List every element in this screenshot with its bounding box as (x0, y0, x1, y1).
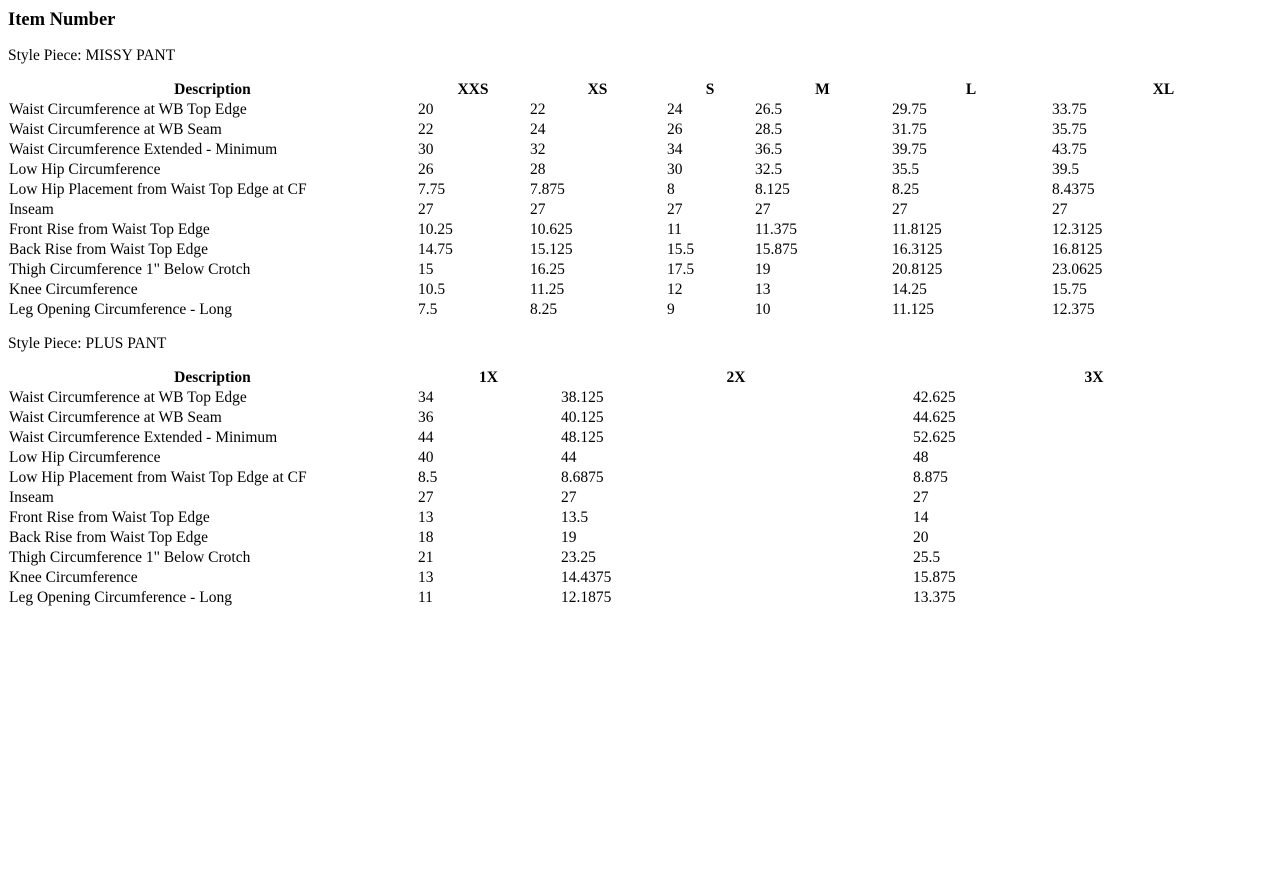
measurement-value: 27 (418, 201, 434, 218)
measurement-value: 8.25 (530, 301, 558, 318)
table-row (8, 140, 1276, 160)
column-header-description: Description (174, 369, 251, 386)
measurement-value: 16.25 (530, 261, 565, 278)
measurement-description: Thigh Circumference 1" Below Crotch (9, 261, 251, 278)
table-row (8, 240, 1276, 260)
measurement-value: 24 (530, 121, 546, 138)
measurement-value: 14.4375 (561, 569, 612, 586)
measurement-description: Back Rise from Waist Top Edge (9, 529, 208, 546)
plus-header-row (8, 368, 1276, 388)
measurement-value: 39.5 (1052, 161, 1080, 178)
plus-size-table (8, 368, 1276, 608)
measurement-value: 35.5 (892, 161, 920, 178)
measurement-value: 15.125 (530, 241, 573, 258)
table-row (8, 428, 1276, 448)
measurement-value: 25.5 (913, 549, 941, 566)
table-row (8, 160, 1276, 180)
measurement-value: 28 (530, 161, 546, 178)
measurement-value: 27 (913, 489, 929, 506)
measurement-value: 27 (561, 489, 577, 506)
measurement-value: 30 (418, 141, 434, 158)
measurement-value: 10.5 (418, 281, 446, 298)
measurement-value: 28.5 (755, 121, 783, 138)
measurement-value: 11.8125 (892, 221, 942, 238)
column-header-size: M (815, 81, 830, 98)
measurement-description: Waist Circumference at WB Seam (9, 121, 222, 138)
table-row (8, 220, 1276, 240)
measurement-description: Back Rise from Waist Top Edge (9, 241, 208, 258)
table-row (8, 468, 1276, 488)
measurement-value: 48.125 (561, 429, 604, 446)
measurement-description: Waist Circumference at WB Top Edge (9, 101, 247, 118)
measurement-value: 10.625 (530, 221, 573, 238)
measurement-value: 12.1875 (561, 589, 612, 606)
measurement-value: 27 (667, 201, 683, 218)
column-header-size: XL (1152, 81, 1175, 98)
measurement-value: 27 (530, 201, 546, 218)
measurement-value: 35.75 (1052, 121, 1087, 138)
measurement-value: 15 (418, 261, 434, 278)
measurement-value: 21 (418, 549, 434, 566)
measurement-description: Inseam (9, 489, 54, 506)
measurement-value: 8.4375 (1052, 181, 1095, 198)
measurement-description: Low Hip Circumference (9, 161, 161, 178)
table-row (8, 508, 1276, 528)
table-row (8, 388, 1276, 408)
measurement-value: 27 (755, 201, 771, 218)
table-row (8, 280, 1276, 300)
plus-table-body (8, 388, 1276, 608)
measurement-description: Waist Circumference at WB Seam (9, 409, 222, 426)
table-row (8, 408, 1276, 428)
column-header-size: S (705, 81, 715, 98)
missy-style-label: Style Piece: MISSY PANT (8, 47, 176, 64)
measurement-description: Front Rise from Waist Top Edge (9, 509, 210, 526)
measurement-description: Thigh Circumference 1" Below Crotch (9, 549, 251, 566)
table-row (8, 588, 1276, 608)
measurement-value: 44.625 (913, 409, 956, 426)
column-header-description: Description (174, 81, 251, 98)
plus-style-label: Style Piece: PLUS PANT (8, 335, 167, 352)
measurement-value: 12.375 (1052, 301, 1095, 318)
measurement-value: 17.5 (667, 261, 695, 278)
measurement-description: Waist Circumference at WB Top Edge (9, 389, 247, 406)
measurement-value: 48 (913, 449, 929, 466)
measurement-value: 14.25 (892, 281, 927, 298)
measurement-value: 23.0625 (1052, 261, 1103, 278)
measurement-value: 20.8125 (892, 261, 943, 278)
measurement-value: 38.125 (561, 389, 604, 406)
measurement-description: Knee Circumference (9, 569, 138, 586)
measurement-value: 15.5 (667, 241, 695, 258)
missy-table-body (8, 100, 1276, 320)
measurement-value: 20 (418, 101, 434, 118)
measurement-value: 27 (892, 201, 908, 218)
measurement-value: 32.5 (755, 161, 783, 178)
measurement-value: 44 (561, 449, 577, 466)
measurement-value: 8.25 (892, 181, 920, 198)
column-header-size: L (965, 81, 977, 98)
measurement-value: 14 (913, 509, 929, 526)
column-header-size: 2X (726, 369, 746, 386)
measurement-value: 39.75 (892, 141, 927, 158)
measurement-value: 36.5 (755, 141, 783, 158)
measurement-value: 16.3125 (892, 241, 943, 258)
measurement-value: 23.25 (561, 549, 596, 566)
measurement-value: 11 (418, 589, 433, 606)
column-header-size: XXS (457, 81, 489, 98)
measurement-value: 27 (1052, 201, 1068, 218)
table-row (8, 200, 1276, 220)
measurement-value: 33.75 (1052, 101, 1087, 118)
measurement-value: 34 (667, 141, 683, 158)
measurement-value: 13 (418, 569, 434, 586)
measurement-value: 13.5 (561, 509, 589, 526)
measurement-value: 8.5 (418, 469, 438, 486)
measurement-value: 36 (418, 409, 434, 426)
measurement-value: 9 (667, 301, 675, 318)
table-row (8, 120, 1276, 140)
measurement-value: 7.5 (418, 301, 438, 318)
measurement-value: 34 (418, 389, 434, 406)
measurement-value: 12 (667, 281, 683, 298)
table-row (8, 448, 1276, 468)
measurement-value: 29.75 (892, 101, 927, 118)
measurement-description: Waist Circumference Extended - Minimum (9, 429, 278, 446)
measurement-value: 8.875 (913, 469, 948, 486)
measurement-value: 19 (755, 261, 771, 278)
measurement-value: 18 (418, 529, 434, 546)
measurement-value: 43.75 (1052, 141, 1087, 158)
measurement-value: 8.6875 (561, 469, 604, 486)
measurement-description: Inseam (9, 201, 54, 218)
column-header-size: 1X (479, 369, 498, 386)
measurement-value: 7.875 (530, 181, 565, 198)
measurement-value: 30 (667, 161, 683, 178)
measurement-description: Low Hip Placement from Waist Top Edge at CF (9, 181, 307, 198)
measurement-value: 22 (530, 101, 546, 118)
measurement-value: 12.3125 (1052, 221, 1103, 238)
measurement-value: 16.8125 (1052, 241, 1103, 258)
missy-size-table (8, 80, 1276, 320)
measurement-value: 15.75 (1052, 281, 1087, 298)
measurement-value: 11.25 (530, 281, 565, 298)
measurement-value: 10 (755, 301, 771, 318)
measurement-description: Knee Circumference (9, 281, 138, 298)
measurement-value: 31.75 (892, 121, 927, 138)
measurement-value: 22 (418, 121, 434, 138)
measurement-value: 42.625 (913, 389, 956, 406)
measurement-value: 13.375 (913, 589, 956, 606)
measurement-value: 40.125 (561, 409, 604, 426)
table-row (8, 548, 1276, 568)
measurement-value: 40 (418, 449, 434, 466)
measurement-value: 26 (418, 161, 434, 178)
measurement-value: 52.625 (913, 429, 956, 446)
table-row (8, 488, 1276, 508)
measurement-value: 32 (530, 141, 546, 158)
measurement-description: Leg Opening Circumference - Long (9, 301, 232, 318)
measurement-value: 26 (667, 121, 683, 138)
measurement-value: 19 (561, 529, 577, 546)
measurement-value: 11.375 (755, 221, 798, 238)
table-row (8, 568, 1276, 588)
column-header-size: 3X (1084, 369, 1104, 386)
measurement-value: 11.125 (892, 301, 935, 318)
measurement-value: 13 (418, 509, 434, 526)
measurement-description: Low Hip Circumference (9, 449, 161, 466)
measurement-description: Low Hip Placement from Waist Top Edge at CF (9, 469, 307, 486)
measurement-value: 15.875 (755, 241, 798, 258)
page-title: Item Number (8, 10, 116, 30)
measurement-value: 26.5 (755, 101, 783, 118)
missy-header-row (8, 80, 1276, 100)
measurement-description: Leg Opening Circumference - Long (9, 589, 232, 606)
measurement-value: 15.875 (913, 569, 956, 586)
measurement-value: 14.75 (418, 241, 453, 258)
column-header-size: XS (587, 81, 608, 98)
measurement-value: 44 (418, 429, 434, 446)
table-row (8, 528, 1276, 548)
measurement-value: 8.125 (755, 181, 790, 198)
measurement-description: Waist Circumference Extended - Minimum (9, 141, 278, 158)
measurement-description: Front Rise from Waist Top Edge (9, 221, 210, 238)
measurement-value: 27 (418, 489, 434, 506)
measurement-value: 8 (667, 181, 675, 198)
table-row (8, 260, 1276, 280)
measurement-value: 20 (913, 529, 929, 546)
table-row (8, 300, 1276, 320)
measurement-value: 13 (755, 281, 771, 298)
measurement-value: 7.75 (418, 181, 446, 198)
table-row (8, 180, 1276, 200)
measurement-value: 24 (667, 101, 683, 118)
table-row (8, 100, 1276, 120)
measurement-value: 11 (667, 221, 682, 238)
measurement-value: 10.25 (418, 221, 453, 238)
